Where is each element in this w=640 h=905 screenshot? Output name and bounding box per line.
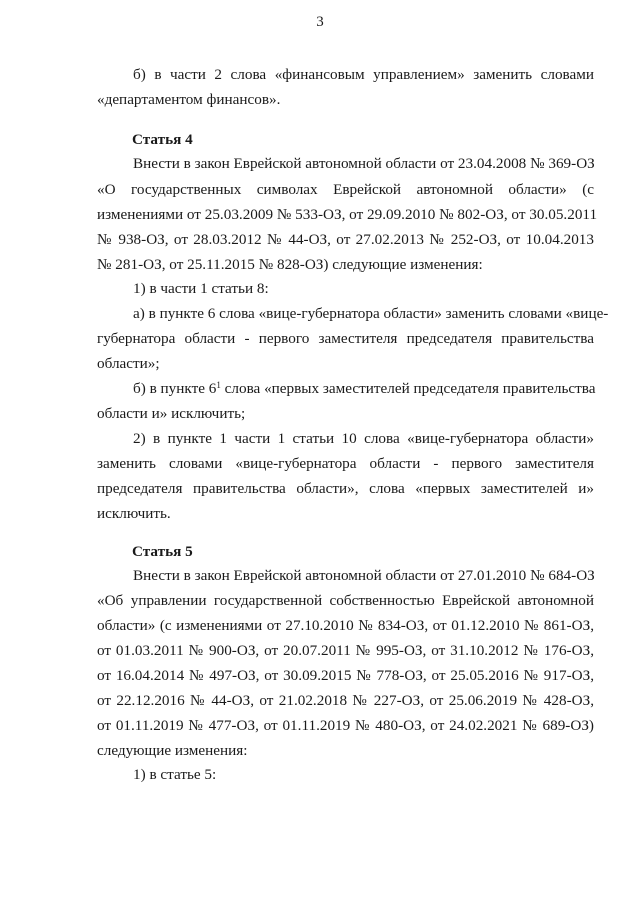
text-line: «Об управлении государственной собственностью Еврейской автономной [97,592,594,609]
text-line: б) в пункте $6^1$ слова «первых заместителей председателя правительства [133,380,596,397]
text-line: 2) в пункте 1 части 1 статьи 10 слова «вице-губернатора области» [133,430,594,447]
text-line: от 22.12.2016 № 44-ОЗ, от 21.02.2018 № 227-ОЗ, от 25.06.2019 № 428-ОЗ, [97,692,594,709]
text-line: 1) в части 1 статьи 8: [133,280,269,297]
text-line: области и» исключить; [97,405,246,422]
text-line: № 281-ОЗ, от 25.11.2015 № 828-ОЗ) следующие изменения: [97,256,483,273]
text-line: от 01.03.2011 № 900-ОЗ, от 20.07.2011 № 995-ОЗ, от 31.10.2012 № 176-ОЗ, [97,642,594,659]
page-number: 3 [316,14,324,30]
text-line: следующие изменения: [97,742,248,759]
text-line: изменениями от 25.03.2009 № 533-ОЗ, от 29.09.2010 № 802-ОЗ, от 30.05.2011 [97,206,598,223]
text-line: «О государственных символах Еврейской автономной области» (с [97,181,594,198]
text-line: № 938-ОЗ, от 28.03.2012 № 44-ОЗ, от 27.02.2013 № 252-ОЗ, от 10.04.2013 [97,231,594,248]
text-line: Внести в закон Еврейской автономной области от 27.01.2010 № 684-ОЗ [133,567,595,584]
text-line: области»; [97,355,160,372]
text-line: губернатора области - первого заместителя председателя правительства [97,330,594,347]
text-line: Внести в закон Еврейской автономной области от 23.04.2008 № 369-ОЗ [133,155,595,172]
text-line: «департаментом финансов». [97,91,281,108]
text-line: от 01.11.2019 № 477-ОЗ, от 01.11.2019 № 480-ОЗ, от 24.02.2021 № 689-ОЗ) [97,717,594,734]
text-line: 1) в статье 5: [133,766,217,783]
text-line: председателя правительства области», слова «первых заместителей и» [97,480,594,497]
text-line: б) в части 2 слова «финансовым управлением» заменить словами [133,66,594,83]
text-line: от 16.04.2014 № 497-ОЗ, от 30.09.2015 № 778-ОЗ, от 25.05.2016 № 917-ОЗ, [97,667,594,684]
article-heading: Статья 5 [132,543,193,560]
text-line: а) в пункте 6 слова «вице-губернатора области» заменить словами «вице- [133,305,609,322]
text-line: исключить. [97,505,171,522]
article-heading: Статья 4 [132,131,193,148]
text-line: области» (с изменениями от 27.10.2010 № 834-ОЗ, от 01.12.2010 № 861-ОЗ, [97,617,594,634]
text-line: заменить словами «вице-губернатора области - первого заместителя [97,455,594,472]
